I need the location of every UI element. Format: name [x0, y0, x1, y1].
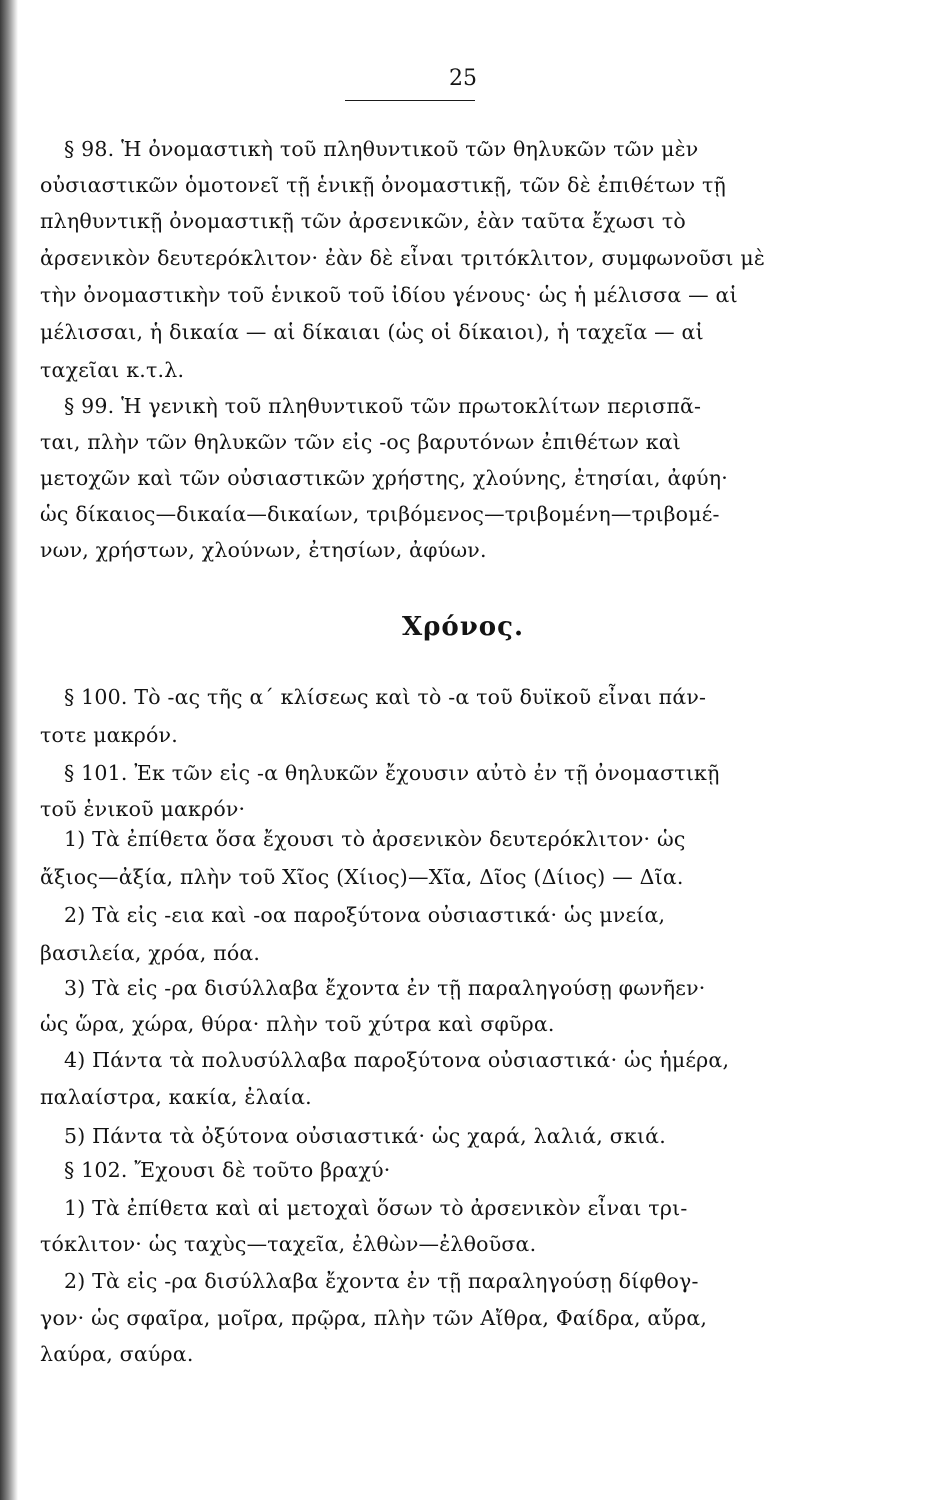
text-line: οὐσιαστικῶν ὁμοτονεῖ τῇ ἑνικῇ ὀνομαστικῇ, τῶν δὲ ἐπιθέτων τῇ: [40, 173, 726, 197]
text-line: γον· ὡς σφαῖρα, μοῖρα, πρῷρα, πλὴν τῶν Αἴθρα, Φαίδρα, αὔρα,: [40, 1306, 708, 1330]
text-line: ται, πλὴν τῶν θηλυκῶν τῶν εἰς -ος βαρυτόνων ἐπιθέτων καὶ: [40, 430, 682, 454]
text-line: ἀρσενικὸν δευτερόκλιτον· ἐὰν δὲ εἶναι τριτόκλιτον, συμφωνοῦσι μὲ: [40, 246, 766, 270]
text-line: μέλισσαι, ἡ δικαία — αἱ δίκαιαι (ὡς οἱ δίκαιοι), ἡ ταχεῖα — αἱ: [40, 320, 704, 344]
text-line: § 100. Τὸ -ας τῆς α΄ κλίσεως καὶ τὸ -α τοῦ δυϊκοῦ εἶναι πάν-: [64, 685, 707, 709]
text-line: πληθυντικῇ ὀνομαστικῇ τῶν ἀρσενικῶν, ἐὰν ταῦτα ἔχωσι τὸ: [40, 209, 686, 233]
text-line: λαύρα, σαύρα.: [40, 1342, 194, 1366]
text-line: 1) Τὰ ἐπίθετα καὶ αἱ μετοχαὶ ὅσων τὸ ἀρσενικὸν εἶναι τρι-: [64, 1196, 688, 1220]
text-line: τοτε μακρόν.: [40, 723, 178, 747]
text-line: 4) Πάντα τὰ πολυσύλλαβα παροξύτονα οὐσιαστικά· ὡς ἡμέρα,: [64, 1048, 730, 1072]
text-line: ὡς δίκαιος—δικαία—δικαίων, τριβόμενος—τριβομένη—τριβομέ-: [40, 502, 720, 526]
text-line: νων, χρήστων, χλούνων, ἐτησίων, ἀφύων.: [40, 538, 487, 562]
text-line: 1) Τὰ ἐπίθετα ὅσα ἔχουσι τὸ ἀρσενικὸν δευτερόκλιτον· ὡς: [64, 827, 686, 851]
text-line: 2) Τὰ εἰς -εια καὶ -οα παροξύτονα οὐσιαστικά· ὡς μνεία,: [64, 903, 666, 927]
text-line: βασιλεία, χρόα, πόα.: [40, 941, 261, 965]
text-line: παλαίστρα, κακία, ἐλαία.: [40, 1085, 312, 1109]
text-line: τὴν ὀνομαστικὴν τοῦ ἑνικοῦ τοῦ ἰδίου γένους· ὡς ἡ μέλισσα — αἱ: [40, 283, 738, 307]
text-line: 2) Τὰ εἰς -ρα δισύλλαβα ἔχοντα ἐν τῇ παραληγούσῃ δίφθογ-: [64, 1269, 699, 1293]
text-line: ἄξιος—ἀξία, πλὴν τοῦ Χῖος (Χίιος)—Χῖα, Δῖος (Δίιος) — Δῖα.: [40, 865, 684, 889]
page-number: 25: [449, 66, 477, 91]
text-line: μετοχῶν καὶ τῶν οὐσιαστικῶν χρήστης, χλούνης, ἐτησίαι, ἀφύη·: [40, 466, 728, 490]
text-line: § 101. Ἐκ τῶν εἰς -α θηλυκῶν ἔχουσιν αὐτὸ ἐν τῇ ὀνομαστικῇ: [64, 761, 720, 785]
text-line: § 102. Ἔχουσι δὲ τοῦτο βραχύ·: [64, 1158, 391, 1182]
text-line: 3) Τὰ εἰς -ρα δισύλλαβα ἔχοντα ἐν τῇ παραληγούσῃ φωνῆεν·: [64, 976, 706, 1000]
text-line: § 98. Ἡ ὀνομαστικὴ τοῦ πληθυντικοῦ τῶν θηλυκῶν τῶν μὲν: [64, 137, 699, 161]
text-line: 5) Πάντα τὰ ὀξύτονα οὐσιαστικά· ὡς χαρά, λαλιά, σκιά.: [64, 1124, 666, 1148]
section-heading: Χρόνος.: [401, 612, 525, 642]
text-line: § 99. Ἡ γενικὴ τοῦ πληθυντικοῦ τῶν πρωτοκλίτων περισπᾶ-: [64, 394, 702, 418]
text-line: ταχεῖαι κ.τ.λ.: [40, 358, 185, 382]
text-line: ὡς ὥρα, χώρα, θύρα· πλὴν τοῦ χύτρα καὶ σφῦρα.: [40, 1012, 555, 1036]
page-edge-shadow: [0, 0, 18, 1500]
header-rule: [345, 100, 475, 101]
text-line: τοῦ ἑνικοῦ μακρόν·: [40, 797, 246, 821]
text-line: τόκλιτον· ὡς ταχὺς—ταχεῖα, ἐλθὼν—ἐλθοῦσα.: [40, 1232, 537, 1256]
